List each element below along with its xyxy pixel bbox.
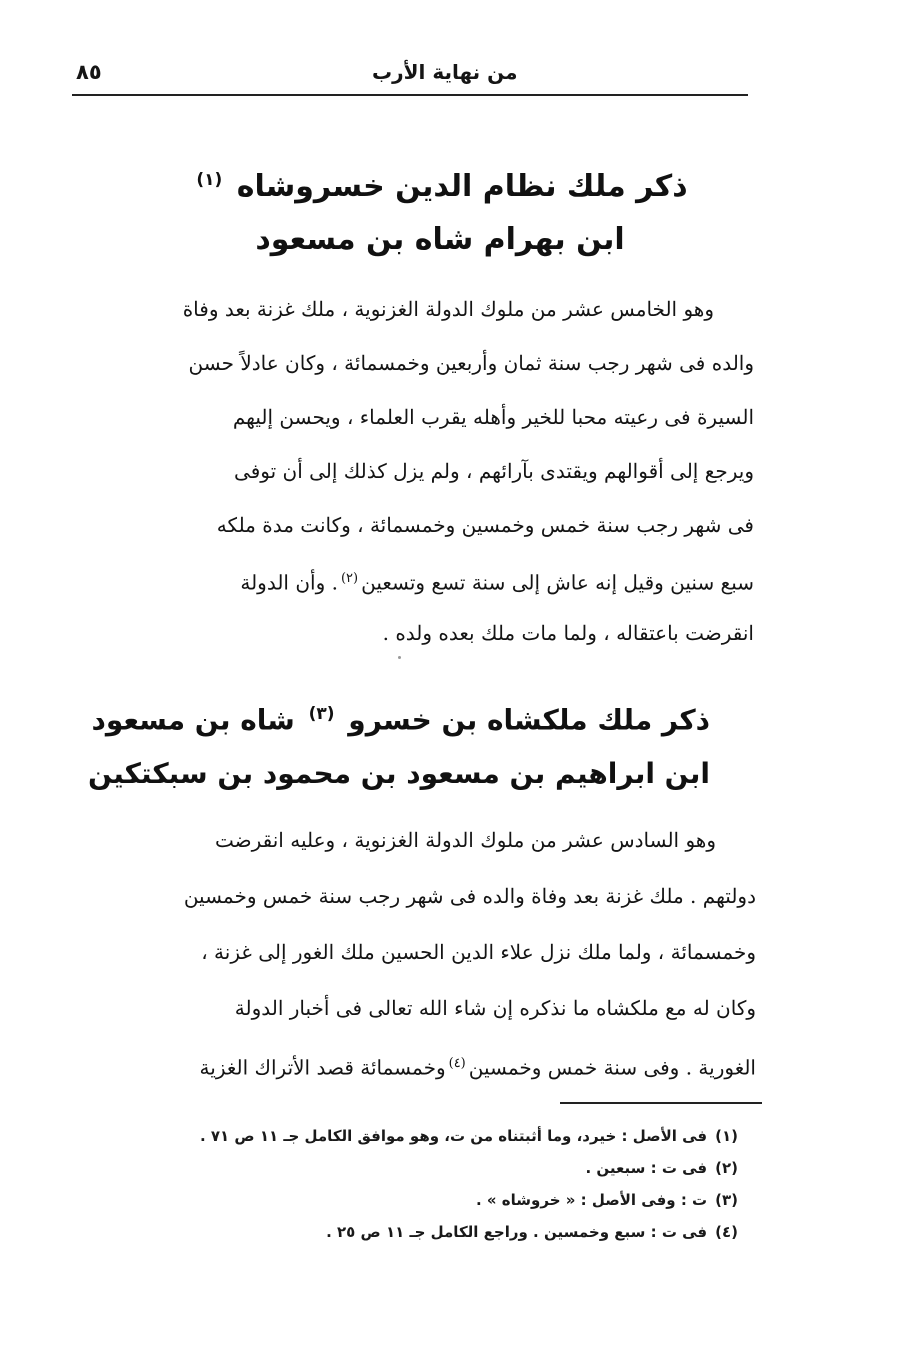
paragraph-line (96, 498, 754, 552)
footnote-marker: (٢) (340, 571, 359, 586)
paragraph-line (96, 552, 754, 606)
footnote-text: ت : وفى الأصل : « خروشاه » . (475, 1191, 708, 1209)
line-text: والده فى شهر رجب سنة ثمان وأربعين وخمسمائة ، وكان عادلاً حسن (188, 351, 754, 375)
footnote-number: (٢) (715, 1159, 738, 1177)
footnote-2 (110, 1152, 738, 1184)
paragraph-line (100, 1036, 756, 1092)
section-2-paragraph (100, 812, 756, 1092)
line-text: ويرجع إلى أقوالهم ويقتدى بآرائهم ، ولم يزل كذلك إلى أن توفى (234, 459, 754, 483)
line-text: انقرضت باعتقاله ، ولما مات ملك بعده ولده . (382, 621, 754, 645)
paragraph-line (96, 606, 754, 660)
line-text: وخمسمائة قصد الأتراك الغزية (199, 1055, 446, 1080)
footnote-number: (٣) (715, 1191, 738, 1209)
footnote-number: (٤) (715, 1223, 738, 1241)
line-text: . وأن الدولة (240, 570, 338, 595)
footnote-4 (110, 1216, 738, 1248)
title-text: ذكر ملك ملكشاه بن خسرو (348, 703, 710, 737)
line-text: وكان له مع ملكشاه ما نذكره إن شاء الله تعالى فى أخبار الدولة (234, 996, 756, 1020)
title-text: شاه بن مسعود (91, 703, 295, 737)
line-text: وهو الخامس عشر من ملوك الدولة الغزنوية ، ملك غزنة بعد وفاة (182, 297, 714, 321)
footnote-separator (560, 1102, 762, 1104)
section-2-title (88, 684, 710, 804)
line-text: وهو السادس عشر من ملوك الدولة الغزنوية ، وعليه انقرضت (214, 828, 716, 852)
footnote-marker: (١) (196, 170, 223, 190)
running-header (72, 58, 748, 96)
footnote-1 (110, 1120, 738, 1152)
header-title: من نهاية الأرب (372, 60, 518, 84)
line-text: دولتهم . ملك غزنة بعد وفاة والده فى شهر رجب سنة خمس وخمسين (183, 884, 756, 908)
footnotes (110, 1120, 738, 1248)
section-2-title-line-2 (88, 744, 710, 804)
section-1-title-line-2 (180, 210, 700, 270)
section-divider-dot (398, 656, 401, 659)
title-text: ابن ابراهيم بن مسعود بن محمود بن سبكتكين (88, 757, 710, 790)
line-text: السيرة فى رعيته محبا للخير وأهله يقرب العلماء ، ويحسن إليهم (232, 405, 754, 429)
footnote-text: فى ت : سبع وخمسين . وراجع الكامل جـ ١١ ص ٢٥ . (326, 1223, 708, 1241)
line-text: وخمسمائة ، ولما ملك نزل علاء الدين الحسين ملك الغور إلى غزنة ، (201, 940, 756, 964)
paragraph-line (100, 868, 756, 924)
footnote-number: (١) (715, 1127, 738, 1145)
title-text: ذكر ملك نظام الدين خسروشاه (236, 169, 688, 204)
paragraph-line (100, 980, 756, 1036)
paragraph-line (100, 924, 756, 980)
page-number: ٨٥ (76, 60, 102, 84)
section-1-title-line-1 (180, 150, 700, 210)
footnote-text: فى الأصل : خيرد، وما أثبتناه من ت، وهو موافق الكامل جـ ١١ ص ٧١ . (199, 1127, 708, 1145)
section-1-paragraph (96, 282, 754, 660)
paragraph-line (96, 444, 754, 498)
line-text: الغورية . وفى سنة خمس وخمسين (468, 1055, 756, 1080)
footnote-text: فى ت : سبعين . (585, 1159, 708, 1177)
title-text: ابن بهرام شاه بن مسعود (255, 222, 625, 257)
footnote-marker: (٣) (308, 704, 335, 724)
footnote-marker: (٤) (448, 1056, 466, 1071)
paragraph-line (96, 336, 754, 390)
line-text: فى شهر رجب سنة خمس وخمسين وخمسمائة ، وكانت مدة ملكه (216, 513, 754, 537)
line-text: سبع سنين وقيل إنه عاش إلى سنة تسع وتسعين (361, 570, 754, 595)
section-2-title-line-1 (91, 684, 710, 744)
paragraph-line (96, 390, 754, 444)
footnote-3 (110, 1184, 738, 1216)
section-1-title (180, 150, 700, 270)
paragraph-line (100, 812, 756, 868)
paragraph-line (96, 282, 754, 336)
